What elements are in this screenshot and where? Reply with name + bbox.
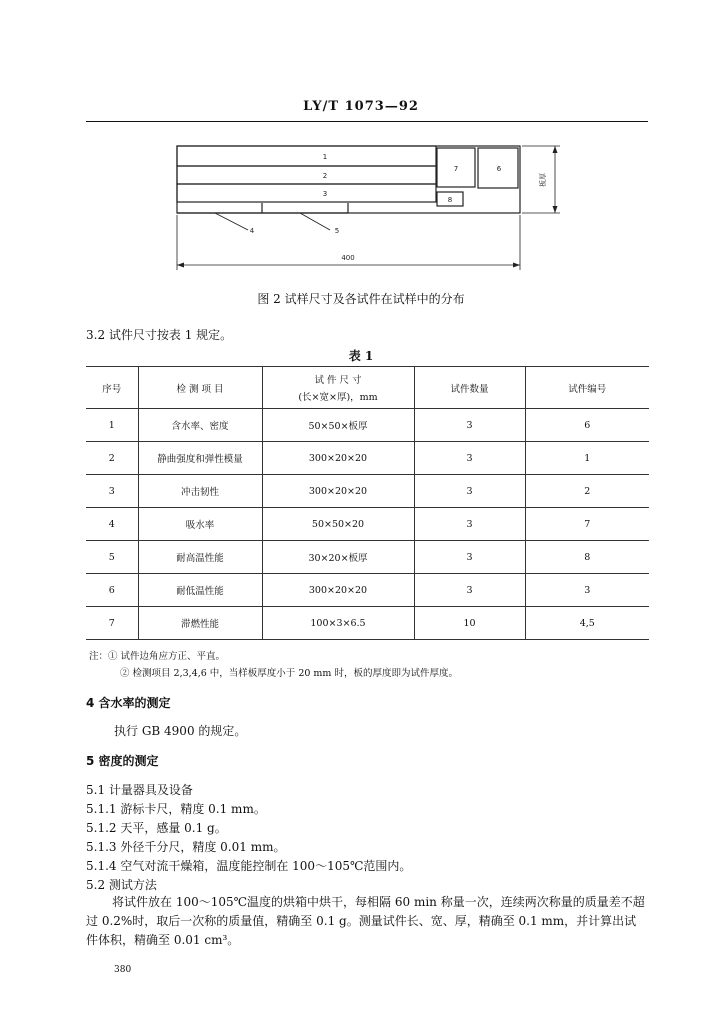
cell-quantity: 3	[414, 442, 525, 475]
table-note-1: 注：① 试件边角应方正、平直。	[89, 651, 226, 662]
section-5-title: 5 密度的测定	[86, 754, 159, 768]
cell-index: 1	[86, 409, 138, 442]
clause-5-2: 5.2 测试方法	[86, 878, 157, 892]
specimen-size-table	[86, 366, 649, 640]
cell-quantity: 3	[414, 508, 525, 541]
cell-number: 2	[525, 475, 649, 508]
header-quantity: 试件数量	[414, 367, 525, 409]
table-header-row	[86, 367, 649, 409]
table-note-2: ② 检测项目 2,3,4,6 中，当样板厚度小于 20 mm 时，板的厚度即为试件厚度。	[120, 668, 458, 679]
cell-test-item: 静曲强度和弹性模量	[138, 442, 262, 475]
clause-5-1-2: 5.1.2 天平，感量 0.1 g。	[86, 821, 227, 835]
clause-3-2: 3.2 试件尺寸按表 1 规定。	[86, 328, 233, 342]
table-row	[86, 607, 649, 640]
cell-number: 6	[525, 409, 649, 442]
cell-size: 30×20×板厚	[262, 541, 414, 574]
cell-test-item: 含水率、密度	[138, 409, 262, 442]
cell-number: 4,5	[525, 607, 649, 640]
cell-test-item: 耐低温性能	[138, 574, 262, 607]
piece-label-6: 6	[496, 165, 502, 173]
piece-label-5: 5	[334, 227, 340, 235]
cell-quantity: 3	[414, 541, 525, 574]
cell-size: 300×20×20	[262, 442, 414, 475]
piece-label-4: 4	[249, 227, 255, 235]
clause-5-1: 5.1 计量器具及设备	[86, 783, 193, 797]
height-dimension-label: 板厚	[539, 173, 547, 187]
cell-index: 5	[86, 541, 138, 574]
cell-index: 2	[86, 442, 138, 475]
cell-quantity: 3	[414, 574, 525, 607]
cell-size: 100×3×6.5	[262, 607, 414, 640]
standard-code-header: LY/T 1073—92	[303, 99, 419, 114]
clause-5-1-3: 5.1.3 外径千分尺，精度 0.01 mm。	[86, 840, 286, 854]
section-4-title: 4 含水率的测定	[86, 696, 171, 710]
piece-label-3: 3	[322, 190, 328, 198]
cell-size: 50×50×板厚	[262, 409, 414, 442]
cell-test-item: 耐高温性能	[138, 541, 262, 574]
cell-quantity: 3	[414, 409, 525, 442]
specimen-board-outline	[177, 146, 520, 213]
cell-size: 300×20×20	[262, 475, 414, 508]
header-specimen-size-line1: 试 件 尺 寸	[314, 375, 362, 386]
figure-caption: 图 2 试样尺寸及各试件在试样中的分布	[257, 292, 465, 306]
specimen-layout-diagram	[0, 0, 722, 300]
section-4-text: 执行 GB 4900 的规定。	[114, 724, 247, 738]
leader-line-5	[300, 213, 330, 230]
table-title: 表 1	[348, 349, 374, 363]
width-dimension-label: 400	[341, 254, 355, 262]
cell-size: 300×20×20	[262, 574, 414, 607]
cell-test-item: 冲击韧性	[138, 475, 262, 508]
piece-2-outline	[177, 166, 436, 184]
header-index: 序号	[86, 367, 138, 409]
table-row	[86, 541, 649, 574]
cell-index: 3	[86, 475, 138, 508]
header-specimen-number: 试件编号	[525, 367, 649, 409]
cell-number: 8	[525, 541, 649, 574]
table-row	[86, 574, 649, 607]
cell-number: 7	[525, 508, 649, 541]
header-specimen-size	[262, 367, 414, 409]
piece-label-7: 7	[453, 165, 459, 173]
table-row	[86, 475, 649, 508]
piece-3-outline	[177, 184, 436, 202]
cell-number: 1	[525, 442, 649, 475]
piece-label-2: 2	[322, 172, 328, 180]
cell-index: 4	[86, 508, 138, 541]
cell-test-item: 吸水率	[138, 508, 262, 541]
cell-test-item: 滞燃性能	[138, 607, 262, 640]
table-row	[86, 508, 649, 541]
cell-size: 50×50×20	[262, 508, 414, 541]
cell-quantity: 3	[414, 475, 525, 508]
table-row	[86, 442, 649, 475]
piece-1-outline	[177, 146, 436, 166]
clause-5-1-4: 5.1.4 空气对流干燥箱，温度能控制在 100～105℃范围内。	[86, 859, 412, 873]
table-row	[86, 409, 649, 442]
header-specimen-size-line2: (长×宽×厚)，mm	[298, 392, 378, 403]
cell-number: 3	[525, 574, 649, 607]
clause-5-2-text: 将试件放在 100～105℃温度的烘箱中烘干，每相隔 60 min 称量一次，连续两次称量的质量差不超过 0.2%时，取后一次称的质量值，精确至 0.1 g。测量试件长、宽、厚，精确至 0.1 mm，并计算出试件体积，精确至 0.01 cm³。	[86, 895, 645, 947]
cell-index: 7	[86, 607, 138, 640]
piece-label-1: 1	[322, 153, 328, 161]
header-test-item: 检 测 项 目	[138, 367, 262, 409]
cell-index: 6	[86, 574, 138, 607]
cell-quantity: 10	[414, 607, 525, 640]
clause-5-1-1: 5.1.1 游标卡尺，精度 0.1 mm。	[86, 802, 266, 816]
page-number: 380	[114, 965, 132, 975]
leader-line-4	[215, 213, 248, 230]
piece-label-8: 8	[447, 196, 453, 204]
